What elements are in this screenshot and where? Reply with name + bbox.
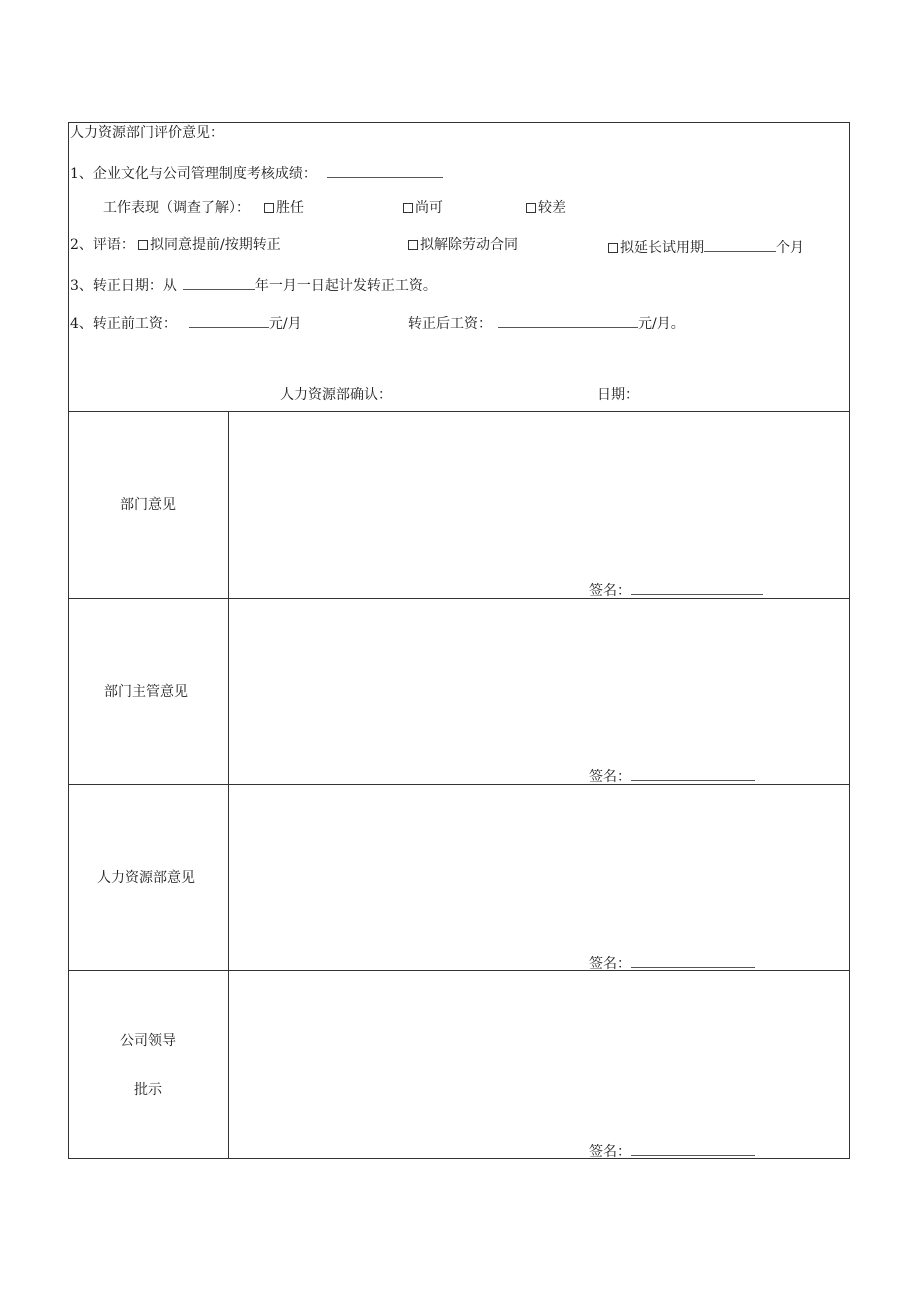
checkbox-icon[interactable] [526, 203, 536, 213]
comment-option-3[interactable]: 拟延长试用期 个月 [608, 237, 804, 256]
signature-field[interactable] [631, 953, 755, 968]
checkbox-icon[interactable] [403, 203, 413, 213]
signature-field[interactable] [631, 1141, 755, 1156]
hr-eval-heading: 人力资源部门评价意见： [70, 125, 224, 141]
performance-line [103, 200, 250, 216]
after-salary-unit: 元/月。 [638, 316, 685, 332]
signature-line [589, 1141, 755, 1160]
signature-line [589, 766, 755, 785]
after-salary-line [408, 313, 685, 332]
date-label: 日期： [597, 387, 639, 403]
column-divider [228, 411, 229, 1159]
signature-label: 签名： [589, 769, 631, 785]
salary-after-field[interactable] [498, 313, 638, 328]
checkbox-icon[interactable] [138, 240, 148, 250]
section-label-dept: 部门意见 [120, 497, 176, 513]
signature-label: 签名： [589, 1144, 631, 1160]
regularization-year-field[interactable] [183, 275, 255, 290]
item3-label: 3、转正日期：从 [70, 278, 177, 294]
item4-unit: 元/月 [268, 316, 302, 332]
culture-score-field[interactable] [327, 163, 443, 178]
performance-label: 工作表现（调查了解）： [103, 200, 250, 216]
perf-option-3[interactable]: 较差 [526, 200, 566, 216]
checkbox-icon[interactable] [264, 203, 274, 213]
section-label-manager: 部门主管意见 [104, 684, 188, 700]
perf-option-2[interactable]: 尚可 [403, 200, 443, 216]
salary-before-field[interactable] [189, 313, 269, 328]
section-label-hr: 人力资源部意见 [97, 870, 195, 886]
item3-text: 年一月一日起计发转正工资。 [254, 278, 437, 294]
item1-line [70, 163, 443, 182]
item1-label: 1、企业文化与公司管理制度考核成绩： [70, 166, 317, 182]
checkbox-icon[interactable] [608, 243, 618, 253]
signature-line [589, 953, 755, 972]
signature-label: 签名： [589, 583, 631, 599]
checkbox-icon[interactable] [408, 240, 418, 250]
section-label-leader-line2: 批示 [134, 1082, 162, 1098]
signature-label: 签名： [589, 956, 631, 972]
signature-field[interactable] [631, 766, 755, 781]
item4-line [70, 313, 302, 332]
item2-label: 2、评语： [70, 237, 135, 253]
hr-confirm-label: 人力资源部确认： [280, 387, 392, 403]
signature-line [589, 580, 763, 599]
section-label-leader-line1: 公司领导 [120, 1033, 176, 1049]
item4-label: 4、转正前工资： [70, 316, 177, 332]
comment-option-2[interactable]: 拟解除劳动合同 [408, 237, 518, 253]
row-divider [68, 411, 850, 412]
comment-option-1[interactable]: 拟同意提前/按期转正 [138, 237, 281, 253]
perf-option-1[interactable]: 胜任 [264, 200, 304, 216]
item3-line [70, 275, 437, 294]
extend-months-field[interactable] [704, 237, 776, 252]
after-salary-label: 转正后工资： [408, 316, 492, 332]
signature-field[interactable] [631, 580, 763, 595]
